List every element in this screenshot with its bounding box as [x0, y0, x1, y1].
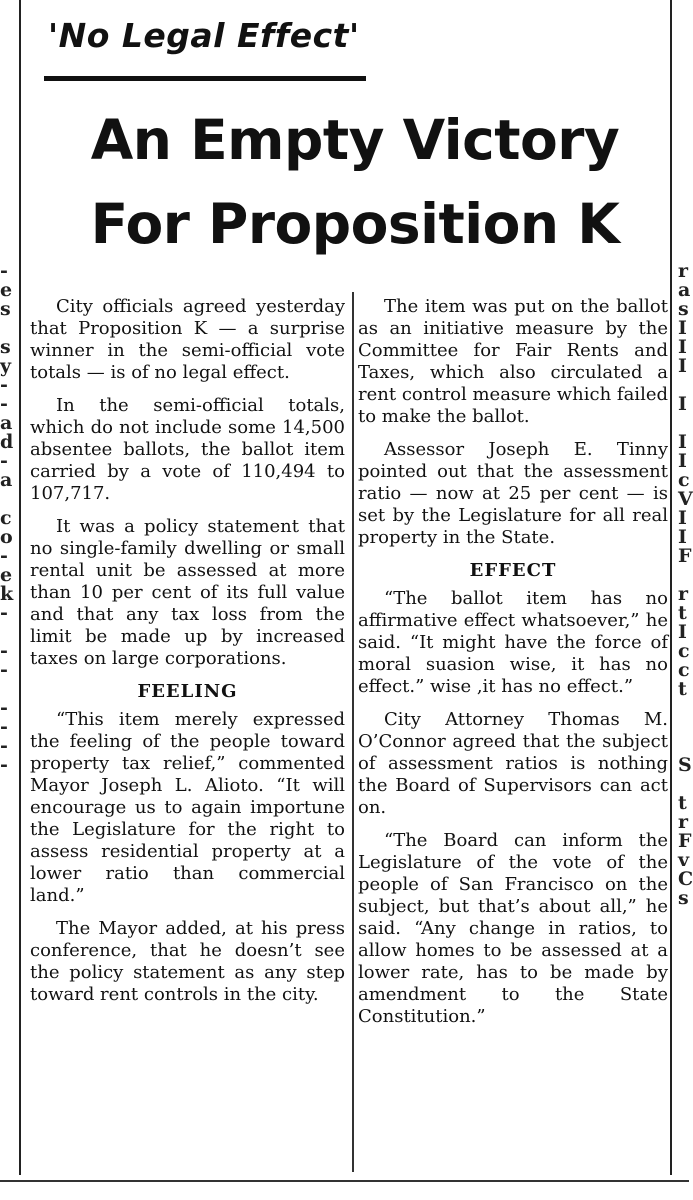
- paragraph: “The Board can inform the Legislature of the vote of the people of San Francisco on the subject, but that’s about all,” he said. “Any change in ratios, to allow homes to be assessed at a lower rate, has to be made by amendment to the State Constitution.”: [358, 830, 668, 1027]
- fragment-line: I: [678, 317, 687, 339]
- fragment-line: -: [0, 393, 8, 415]
- fragment-line: I: [678, 393, 687, 415]
- main-headline: [40, 98, 670, 266]
- paragraph: Assessor Joseph E. Tinny pointed out that the assessment ratio — now at 25 per cent — is set by the Legislature for all real property in the State.: [358, 439, 668, 548]
- paragraph: “The ballot item has no affirmative effect whatsoever,” he said. “It might have the force of moral suasion wise, it has no effect.” wise ,it has no effect.”: [358, 588, 668, 697]
- article-column-1: [30, 296, 345, 1017]
- fragment-line: F: [678, 830, 692, 852]
- fragment-line: -: [0, 716, 8, 738]
- headline-line-1: An Empty Victory: [90, 108, 620, 172]
- bottom-rule: [0, 1180, 689, 1182]
- fragment-line: -: [0, 260, 8, 282]
- subhead: FEELING: [137, 681, 238, 702]
- fragment-line: t: [678, 602, 687, 624]
- fragment-line: c: [678, 640, 690, 662]
- fragment-line: C: [678, 868, 693, 890]
- fragment-line: c: [678, 659, 690, 681]
- paragraph: The Mayor added, at his press conference, that he doesn’t see the policy statement as any step toward rent controls in the city.: [30, 918, 345, 1005]
- fragment-line: I: [678, 507, 687, 529]
- fragment-line: v: [678, 849, 690, 871]
- fragment-line: s: [678, 887, 689, 909]
- paragraph: City officials agreed yesterday that Proposition K — a surprise winner in the semi-official vote totals — is of no legal effect.: [30, 296, 345, 383]
- fragment-line: -: [0, 659, 8, 681]
- article-column-2: [358, 296, 668, 1039]
- fragment-line: -: [0, 640, 8, 662]
- fragment-line: F: [678, 545, 692, 567]
- fragment-line: s: [0, 336, 11, 358]
- fragment-line: c: [678, 469, 690, 491]
- fragment-line: -: [0, 735, 8, 757]
- fragment-line: o: [0, 526, 13, 548]
- paragraph: The item was put on the ballot as an initiative measure by the Committee for Fair Rents and Taxes, which also circulated a rent control measure which failed to make the ballot.: [358, 296, 668, 427]
- fragment-line: e: [0, 564, 13, 586]
- fragment-line: -: [0, 754, 8, 776]
- fragment-line: a: [0, 469, 13, 491]
- center-column-rule: [352, 292, 354, 1172]
- paragraph: In the semi-official totals, which do not include some 14,500 absentee ballots, the ballot item carried by a vote of 110,494 to 107,717.: [30, 395, 345, 504]
- fragment-line: t: [678, 678, 687, 700]
- fragment-line: [678, 718, 689, 737]
- fragment-line: -: [0, 374, 8, 396]
- fragment-line: I: [678, 355, 687, 377]
- fragment-line: r: [678, 811, 689, 833]
- fragment-line: -: [0, 545, 8, 567]
- kicker-headline: 'No Legal Effect': [48, 16, 360, 55]
- fragment-line: V: [678, 488, 693, 510]
- fragment-line: y: [0, 355, 12, 377]
- fragment-line: -: [0, 602, 8, 624]
- fragment-line: k: [0, 583, 14, 605]
- column-rule-left: [19, 0, 21, 1175]
- fragment-line: s: [678, 298, 689, 320]
- fragment-line: -: [0, 697, 8, 719]
- fragment-line: I: [678, 621, 687, 643]
- fragment-line: t: [678, 792, 687, 814]
- paragraph: City Attorney Thomas M. O’Connor agreed that the subject of assessment ratios is nothing the Board of Supervisors can act on.: [358, 709, 668, 818]
- fragment-line: S: [678, 754, 692, 776]
- fragment-line: r: [678, 583, 689, 605]
- fragment-line: [678, 699, 689, 718]
- kicker-underline: [44, 76, 366, 81]
- fragment-line: r: [678, 260, 689, 282]
- paragraph: “This item merely expressed the feeling of the people toward property tax relief,” commented Mayor Joseph L. Alioto. “It will encourage us to again importune the Legislature for the right to assess residential property at a lower ratio than commercial land.”: [30, 709, 345, 906]
- fragment-line: c: [0, 507, 12, 529]
- fragment-line: a: [678, 279, 691, 301]
- fragment-line: -: [0, 450, 8, 472]
- fragment-line: a: [0, 412, 13, 434]
- fragment-line: d: [0, 431, 14, 453]
- fragment-line: I: [678, 450, 687, 472]
- right-neighbor-column: [678, 260, 693, 909]
- fragment-line: I: [678, 336, 687, 358]
- fragment-line: I: [678, 526, 687, 548]
- headline-line-2: For Proposition K: [90, 192, 620, 256]
- fragment-line: I: [678, 431, 687, 453]
- fragment-line: s: [0, 298, 11, 320]
- column-rule-right: [670, 0, 672, 1175]
- paragraph: It was a policy statement that no single-family dwelling or small rental unit be assessed at more than 10 per cent of its full value and that any tax loss from the limit be made up by increased taxes on large corporations.: [30, 516, 345, 669]
- subhead: EFFECT: [469, 560, 557, 581]
- left-neighbor-column: [0, 262, 14, 775]
- fragment-line: e: [0, 279, 13, 301]
